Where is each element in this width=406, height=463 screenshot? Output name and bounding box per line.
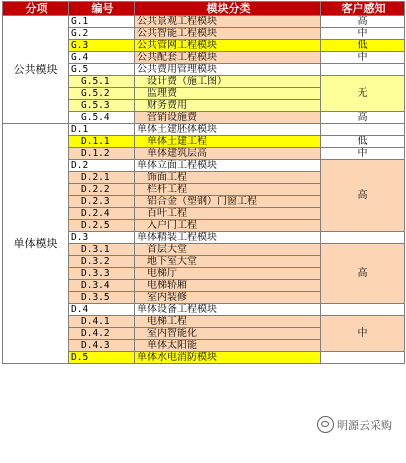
code-cell: G.5.2 — [69, 88, 135, 100]
module-cell: 百叶工程 — [135, 208, 321, 220]
table-row — [3, 16, 405, 28]
code-cell: D.2 — [69, 160, 135, 172]
perception-cell: 中 — [321, 148, 405, 160]
code-cell: D.3.1 — [69, 244, 135, 256]
header-perception: 客户感知 — [321, 2, 405, 16]
module-cell: 财务费用 — [135, 100, 321, 112]
code-cell: D.3.4 — [69, 280, 135, 292]
header-code: 编号 — [69, 2, 135, 16]
module-cell: 公共智能工程模块 — [135, 28, 321, 40]
code-cell: D.3.5 — [69, 292, 135, 304]
code-cell: D.2.5 — [69, 220, 135, 232]
code-cell: D.4 — [69, 304, 135, 316]
module-cell: 饰面工程 — [135, 172, 321, 184]
perception-cell — [321, 64, 405, 76]
perception-cell-merged: 高 — [321, 244, 405, 304]
code-cell: D.3.3 — [69, 268, 135, 280]
group-label-unit: 单体模块 — [3, 124, 69, 364]
code-cell: G.1 — [69, 16, 135, 28]
module-cell: 单体太阳能 — [135, 340, 321, 352]
module-cell: 单体土建工程 — [135, 136, 321, 148]
module-cell: 单体立面工程模块 — [135, 160, 321, 172]
perception-cell — [321, 304, 405, 316]
module-cell: 公共配套工程模块 — [135, 52, 321, 64]
code-cell: D.4.1 — [69, 316, 135, 328]
header-row — [3, 2, 405, 16]
code-cell: D.1.2 — [69, 148, 135, 160]
module-cell: 公共费用管理模块 — [135, 64, 321, 76]
module-cell: 单体建筑层高 — [135, 148, 321, 160]
wechat-icon — [317, 416, 334, 433]
table-row — [3, 124, 405, 136]
code-cell: D.2.4 — [69, 208, 135, 220]
code-cell: D.3 — [69, 232, 135, 244]
perception-cell-merged: 中 — [321, 316, 405, 352]
code-cell: G.5.3 — [69, 100, 135, 112]
module-cell: 公共景观工程模块 — [135, 16, 321, 28]
watermark-text: 明源云采购 — [337, 418, 392, 432]
code-cell: D.1.1 — [69, 136, 135, 148]
module-cell: 公共管网工程模块 — [135, 40, 321, 52]
module-cell: 铝合金（塑钢）门窗工程 — [135, 196, 321, 208]
code-cell: D.4.2 — [69, 328, 135, 340]
code-cell: D.3.2 — [69, 256, 135, 268]
module-cell: 单体水电消防模块 — [135, 352, 321, 364]
code-cell: G.5.1 — [69, 76, 135, 88]
module-cell: 室内装修 — [135, 292, 321, 304]
perception-cell: 低 — [321, 136, 405, 148]
group-label-public: 公共模块 — [3, 16, 69, 124]
module-cell: 室内智能化 — [135, 328, 321, 340]
perception-cell: 高 — [321, 16, 405, 28]
code-cell: D.2.3 — [69, 196, 135, 208]
code-cell: G.2 — [69, 28, 135, 40]
perception-cell — [321, 352, 405, 364]
module-cell: 电梯厅 — [135, 268, 321, 280]
module-classification-table — [2, 1, 405, 364]
perception-cell-merged: 无 — [321, 76, 405, 112]
module-cell: 单体土建胚体模块 — [135, 124, 321, 136]
module-cell: 栏杆工程 — [135, 184, 321, 196]
code-cell: G.5 — [69, 64, 135, 76]
module-cell: 设计费（施工图） — [135, 76, 321, 88]
code-cell: D.1 — [69, 124, 135, 136]
module-cell: 电梯工程 — [135, 316, 321, 328]
perception-cell: 中 — [321, 52, 405, 64]
code-cell: G.4 — [69, 52, 135, 64]
code-cell: G.3 — [69, 40, 135, 52]
module-cell: 电梯轿厢 — [135, 280, 321, 292]
module-cell: 地下室大堂 — [135, 256, 321, 268]
module-cell: 入户门工程 — [135, 220, 321, 232]
module-cell: 监理费 — [135, 88, 321, 100]
module-cell: 首层大堂 — [135, 244, 321, 256]
perception-cell: 高 — [321, 112, 405, 124]
module-cell: 单体设备工程模块 — [135, 304, 321, 316]
code-cell: D.2.1 — [69, 172, 135, 184]
perception-cell — [321, 124, 405, 136]
code-cell: D.2.2 — [69, 184, 135, 196]
code-cell: G.5.4 — [69, 112, 135, 124]
header-module: 模块分类 — [135, 2, 321, 16]
perception-cell — [321, 232, 405, 244]
perception-cell: 低 — [321, 40, 405, 52]
code-cell: D.4.3 — [69, 340, 135, 352]
header-group: 分项 — [3, 2, 69, 16]
module-cell: 营销设施费 — [135, 112, 321, 124]
module-cell: 单体精装工程模块 — [135, 232, 321, 244]
code-cell: D.5 — [69, 352, 135, 364]
watermark — [317, 416, 392, 433]
perception-cell: 中 — [321, 28, 405, 40]
perception-cell-merged: 高 — [321, 160, 405, 232]
